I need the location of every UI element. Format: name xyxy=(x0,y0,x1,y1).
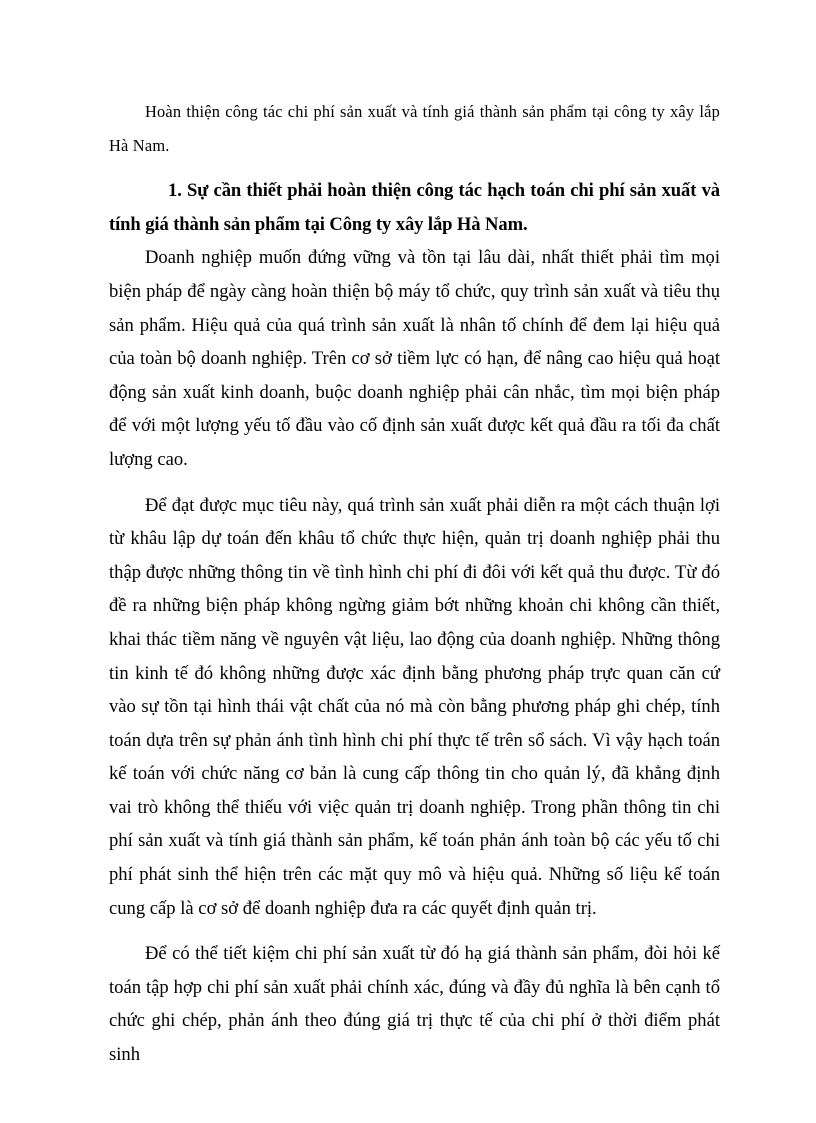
document-body xyxy=(109,95,720,1074)
body-paragraph-2: Để đạt được mục tiêu này, quá trình sản xuất phải diễn ra một cách thuận lợi từ khâu lập dự toán đến khâu tổ chức thực hiện, quản trị doanh nghiệp phải thu thập được những thông tin về tình hình chi phí đi đôi với kết quả thu được. Từ đó đề ra những biện pháp không ngừng giảm bớt những khoản chi không cần thiết, khai thác tiềm năng về nguyên vật liệu, lao động của doanh nghiệp. Những thông tin kinh tế đó không những được xác định bằng phương pháp trực quan căn cứ vào sự tồn tại hình thái vật chất của nó mà còn bằng phương pháp ghi chép, tính toán dựa trên sự phản ánh tình hình chi phí thực tế trên sổ sách. Vì vậy hạch toán kế toán với chức năng cơ bản là cung cấp thông tin cho quản lý, đã khẳng định vai trò không thể thiếu với việc quản trị doanh nghiệp. Trong phần thông tin chi phí sản xuất và tính giá thành sản phẩm, kế toán phản ánh toàn bộ các yếu tố chi phí phát sinh thể hiện trên các mặt quy mô và hiệu quả. Những số liệu kế toán cung cấp là cơ sở để doanh nghiệp đưa ra các quyết định quản trị. xyxy=(109,494,720,919)
body-paragraph-3: Để có thể tiết kiệm chi phí sản xuất từ đó hạ giá thành sản phẩm, đòi hỏi kế toán tập hợp chi phí sản xuất phải chính xác, đúng và đầy đủ nghĩa là bên cạnh tổ chức ghi chép, phản ánh theo đúng giá trị thực tế của chi phí ở thời điểm phát sinh xyxy=(109,943,720,1066)
section-heading: 1. Sự cần thiết phải hoàn thiện công tác hạch toán chi phí sản xuất và tính giá thành sản phẩm tại Công ty xây lắp Hà Nam. xyxy=(109,180,720,235)
intro-paragraph: Hoàn thiện công tác chi phí sản xuất và tính giá thành sản phẩm tại công ty xây lắp Hà Nam. xyxy=(109,102,720,155)
body-paragraph-1: Doanh nghiệp muốn đứng vững và tồn tại lâu dài, nhất thiết phải tìm mọi biện pháp để ngày càng hoàn thiện bộ máy tổ chức, quy trình sản xuất và tiêu thụ sản phẩm. Hiệu quả của quá trình sản xuất là nhân tố chính để đem lại hiệu quả của toàn bộ doanh nghiệp. Trên cơ sở tiềm lực có hạn, để nâng cao hiệu quả hoạt động sản xuất kinh doanh, buộc doanh nghiệp phải cân nhắc, tìm mọi biện pháp để với một lượng yếu tố đầu vào cố định sản xuất được kết quả đầu ra tối đa chất lượng cao. xyxy=(109,247,720,470)
